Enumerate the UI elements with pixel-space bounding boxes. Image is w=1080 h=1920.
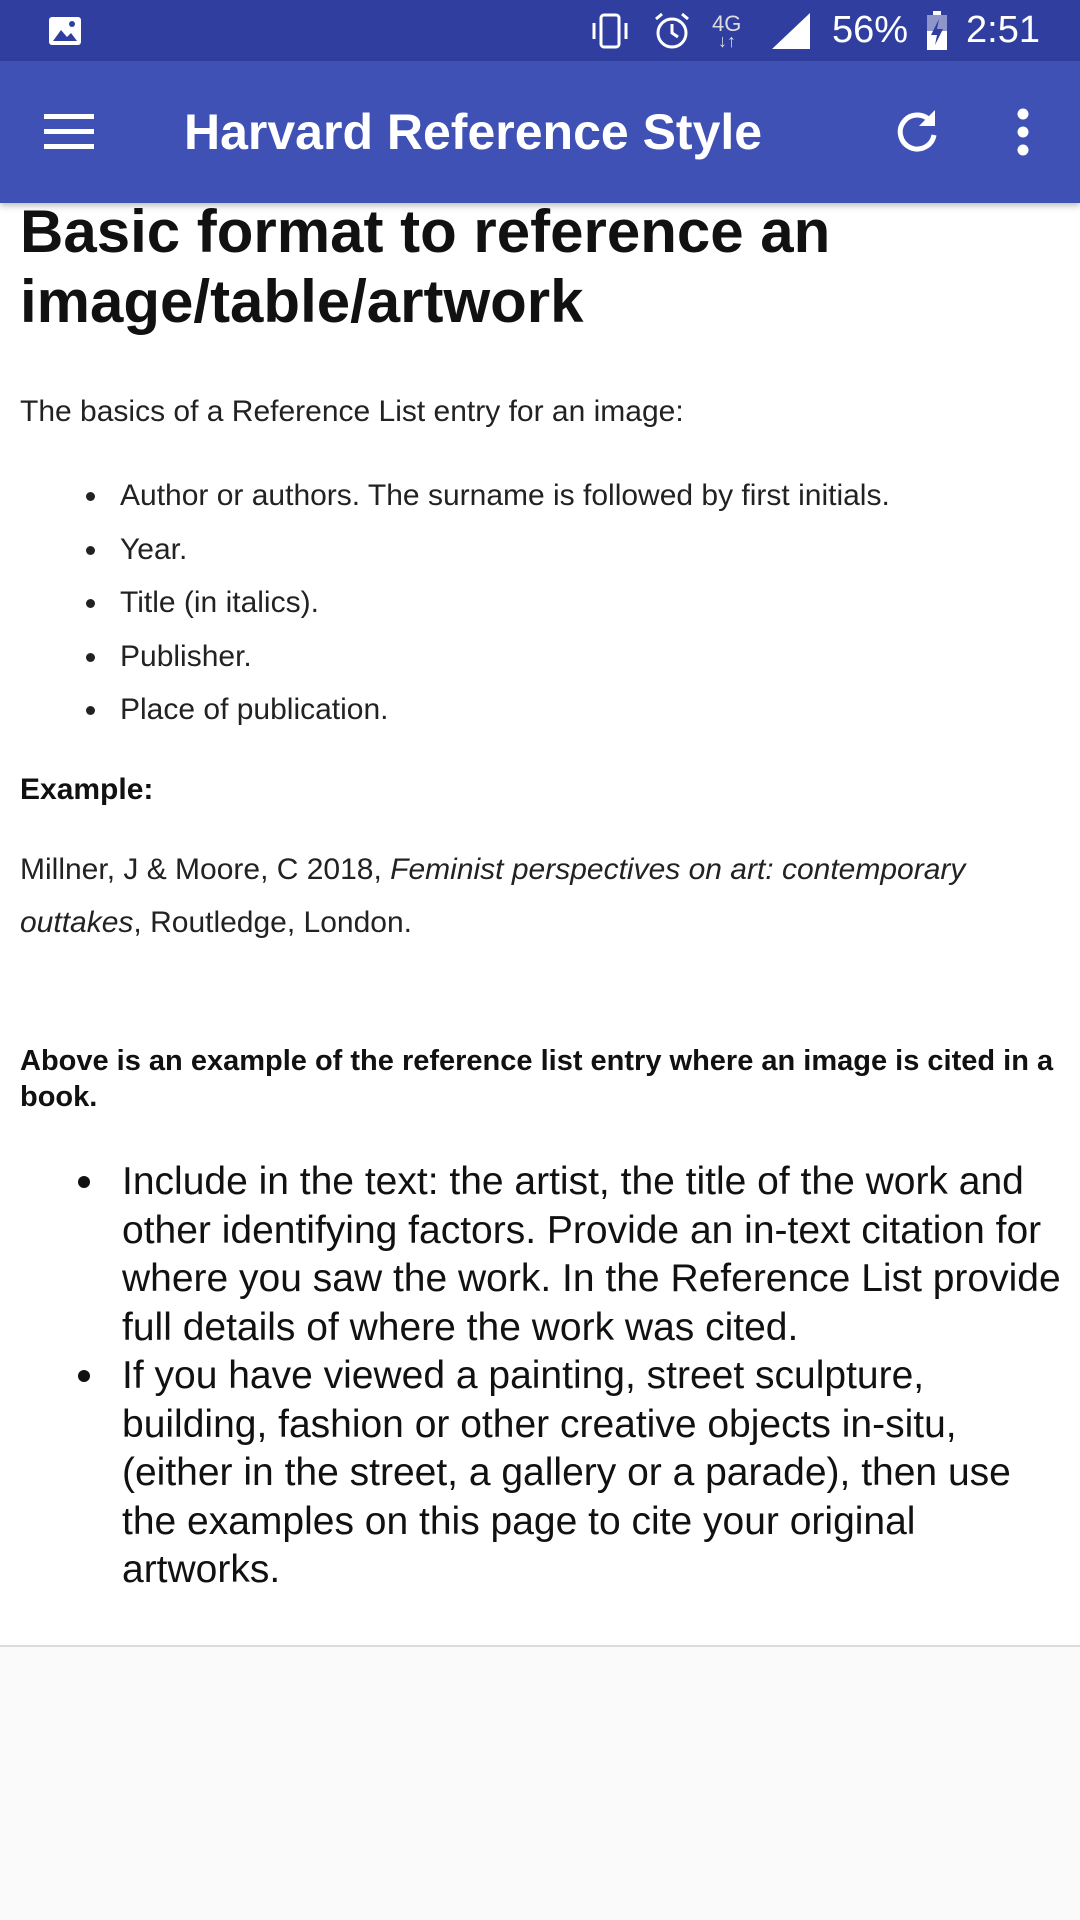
app-title: Harvard Reference Style bbox=[184, 104, 763, 160]
menu-button[interactable] bbox=[36, 99, 102, 165]
page-title-line-1: Basic format to reference an bbox=[20, 203, 831, 265]
intro-text: The basics of a Reference List entry for an image: bbox=[20, 395, 684, 428]
app-bar bbox=[0, 61, 1080, 203]
refresh-button[interactable] bbox=[884, 99, 950, 165]
citation-title: Feminist perspectives on art: contemporary outtakes bbox=[20, 853, 966, 939]
list-item: Title (in italics). bbox=[120, 576, 890, 630]
more-vert-icon bbox=[1016, 108, 1030, 156]
clock: 2:51 bbox=[966, 9, 1040, 51]
citation-authors: Millner, J & Moore, C 2018, bbox=[20, 853, 391, 886]
example-label: Example: bbox=[20, 773, 154, 806]
tips-list bbox=[122, 1158, 1062, 1595]
battery-percent: 56% bbox=[831, 9, 909, 51]
more-options-button[interactable] bbox=[990, 99, 1056, 165]
page-title bbox=[20, 203, 1060, 337]
status-bar bbox=[0, 0, 1080, 61]
citation-publisher: , Routledge, London. bbox=[133, 906, 412, 939]
page-title-line-2: image/table/artwork bbox=[20, 268, 584, 335]
list-item: Year. bbox=[120, 523, 890, 577]
refresh-icon bbox=[893, 108, 941, 156]
example-note: Above is an example of the reference list entry where an image is cited in a book. bbox=[20, 1045, 1054, 1113]
alarm-icon bbox=[650, 9, 694, 53]
list-item: Place of publication. bbox=[120, 683, 890, 737]
battery-icon bbox=[926, 11, 948, 51]
list-item: Publisher. bbox=[120, 630, 890, 684]
gallery-icon bbox=[48, 16, 82, 46]
vibrate-icon bbox=[588, 9, 632, 53]
basics-list bbox=[120, 469, 890, 737]
example-citation bbox=[20, 843, 1030, 949]
article-content[interactable] bbox=[0, 203, 1080, 1647]
list-item: Author or authors. The surname is followed by first initials. bbox=[120, 469, 890, 523]
list-item: Include in the text: the artist, the title of the work and other identifying factors. Provide an in-text citation for where you saw the work. In the Reference List provide full details of where the work was cited. bbox=[122, 1158, 1062, 1352]
list-item: If you have viewed a painting, street sculpture, building, fashion or other creative objects in-situ, (either in the street, a gallery or a parade), then use the examples on this page to cite your original artworks. bbox=[122, 1352, 1062, 1595]
network-4g-icon: 4G ↓↑ bbox=[711, 10, 742, 51]
menu-icon bbox=[44, 114, 94, 150]
signal-icon bbox=[770, 9, 814, 53]
